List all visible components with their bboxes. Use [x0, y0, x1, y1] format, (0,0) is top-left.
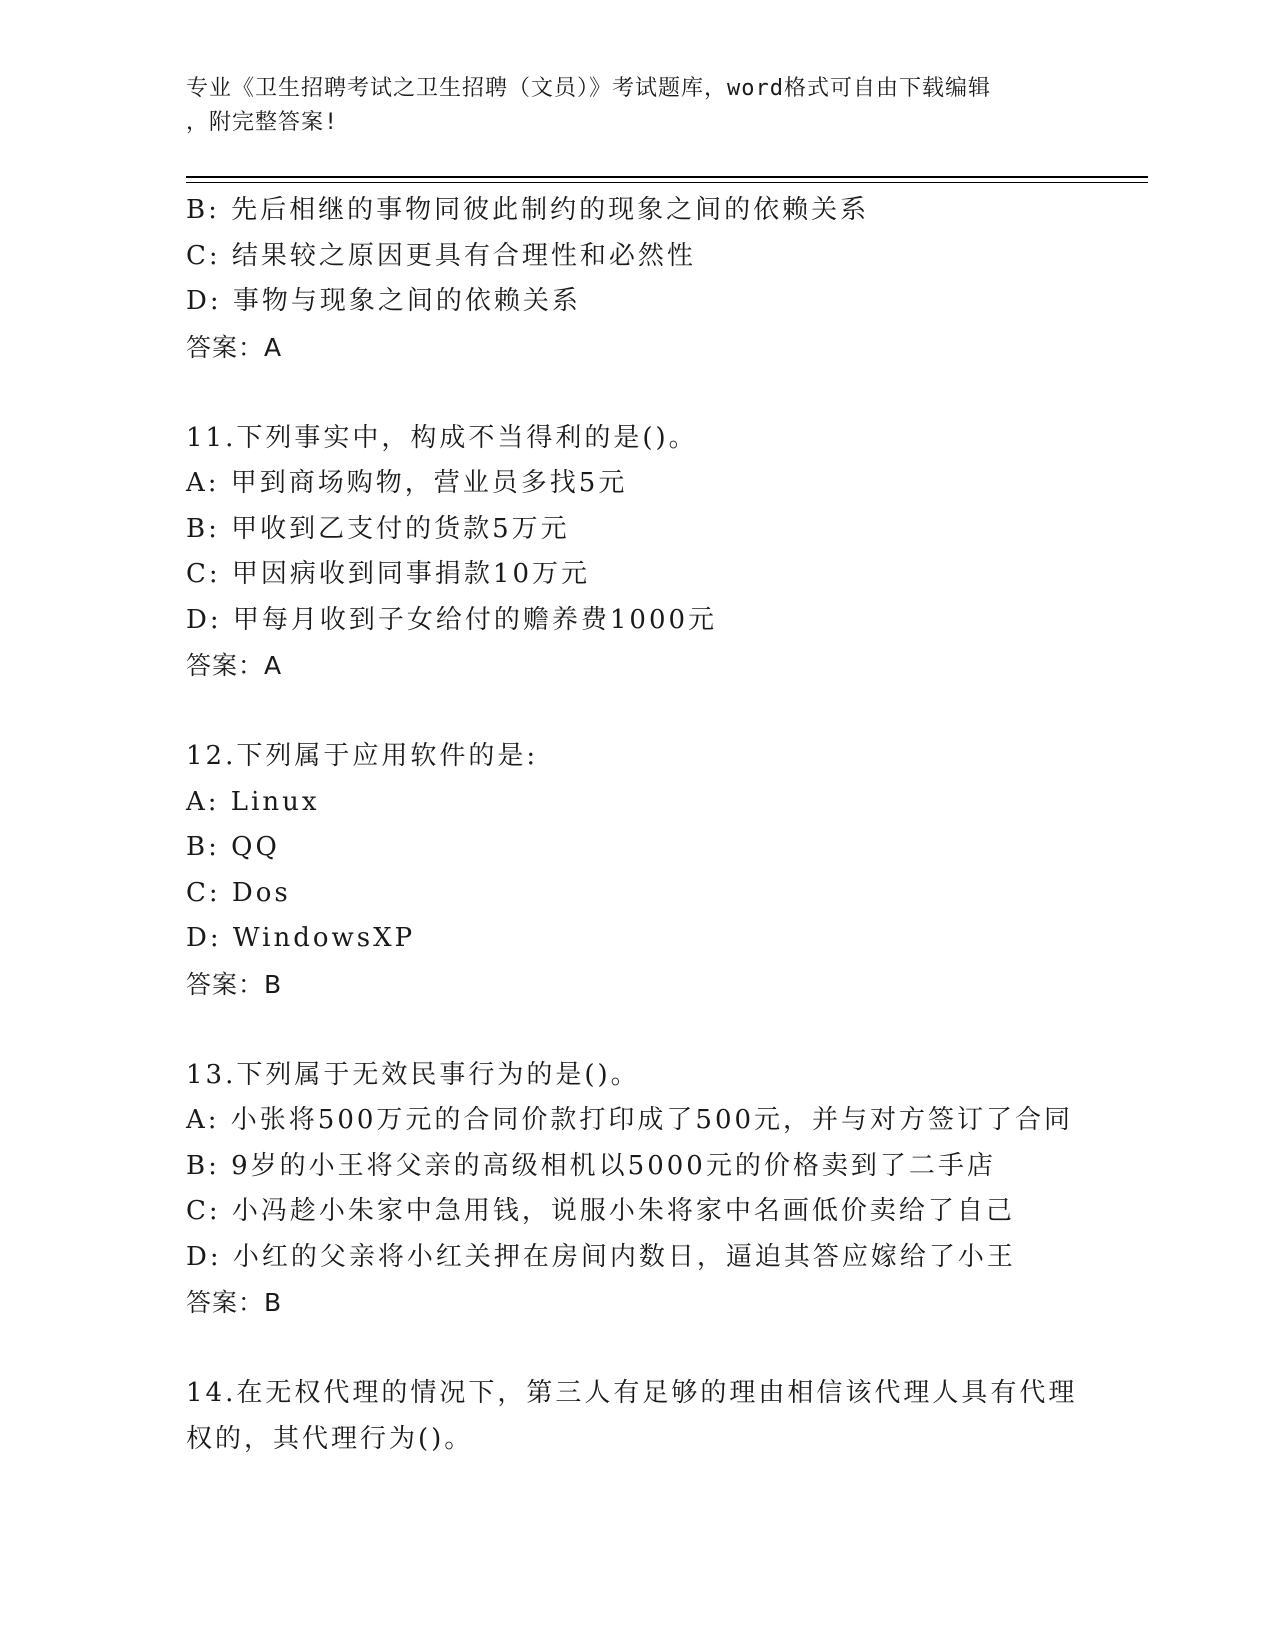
question-text-line-2: 权的，其代理行为()。 — [186, 1423, 474, 1454]
header-line-2: ，附完整答案! — [186, 110, 339, 135]
question-12 — [186, 734, 1146, 1007]
option-b: B: 先后相继的事物同彼此制约的现象之间的依赖关系 — [186, 195, 870, 225]
option-d: D: WindowsXP — [186, 923, 416, 953]
answer: 答案：A — [186, 332, 283, 362]
answer: 答案：A — [186, 651, 283, 680]
option-a: A: 小张将500万元的合同价款打印成了500元，并与对方签订了合同 — [186, 1105, 1074, 1135]
question-13 — [186, 1053, 1146, 1326]
spacer — [186, 689, 1146, 735]
document-header — [186, 72, 1086, 140]
option-c: C: 结果较之原因更具有合理性和必然性 — [186, 240, 696, 271]
question-text: 12.下列属于应用软件的是: — [186, 741, 539, 771]
spacer — [186, 370, 1146, 416]
spacer — [186, 1007, 1146, 1053]
option-c: C: Dos — [186, 877, 291, 908]
option-b: B: QQ — [186, 832, 280, 862]
option-d: D: 事物与现象之间的依赖关系 — [186, 286, 581, 316]
option-a: A: Linux — [186, 786, 320, 817]
question-text: 13.下列属于无效民事行为的是()。 — [186, 1059, 640, 1090]
option-d: D: 小红的父亲将小红关押在房间内数日，逼迫其答应嫁给了小王 — [186, 1241, 1016, 1272]
question-list — [186, 188, 1146, 1462]
question-text: 11.下列事实中，构成不当得利的是()。 — [186, 422, 698, 453]
question-10 — [186, 188, 1146, 370]
question-11 — [186, 416, 1146, 689]
header-divider-thick — [186, 176, 1148, 178]
option-d: D: 甲每月收到子女给付的赡养费1000元 — [186, 604, 718, 635]
question-text-line-1: 14.在无权代理的情况下，第三人有足够的理由相信该代理人具有代理 — [186, 1378, 1078, 1408]
header-divider-thin — [186, 182, 1148, 183]
option-b: B: 9岁的小王将父亲的高级相机以5000元的价格卖到了二手店 — [186, 1150, 996, 1181]
option-b: B: 甲收到乙支付的货款5万元 — [186, 513, 570, 544]
question-14 — [186, 1371, 1146, 1462]
answer: 答案：B — [186, 1288, 283, 1317]
option-c: C: 甲因病收到同事捐款10万元 — [186, 559, 591, 589]
spacer — [186, 1326, 1146, 1372]
option-c: C: 小冯趁小朱家中急用钱，说服小朱将家中名画低价卖给了自己 — [186, 1196, 1015, 1226]
header-line-1: 专业《卫生招聘考试之卫生招聘（文员）》考试题库，word格式可自由下载编辑 — [186, 76, 991, 101]
answer: 答案：B — [186, 969, 283, 999]
option-a: A: 甲到商场购物，营业员多找5元 — [186, 468, 628, 498]
